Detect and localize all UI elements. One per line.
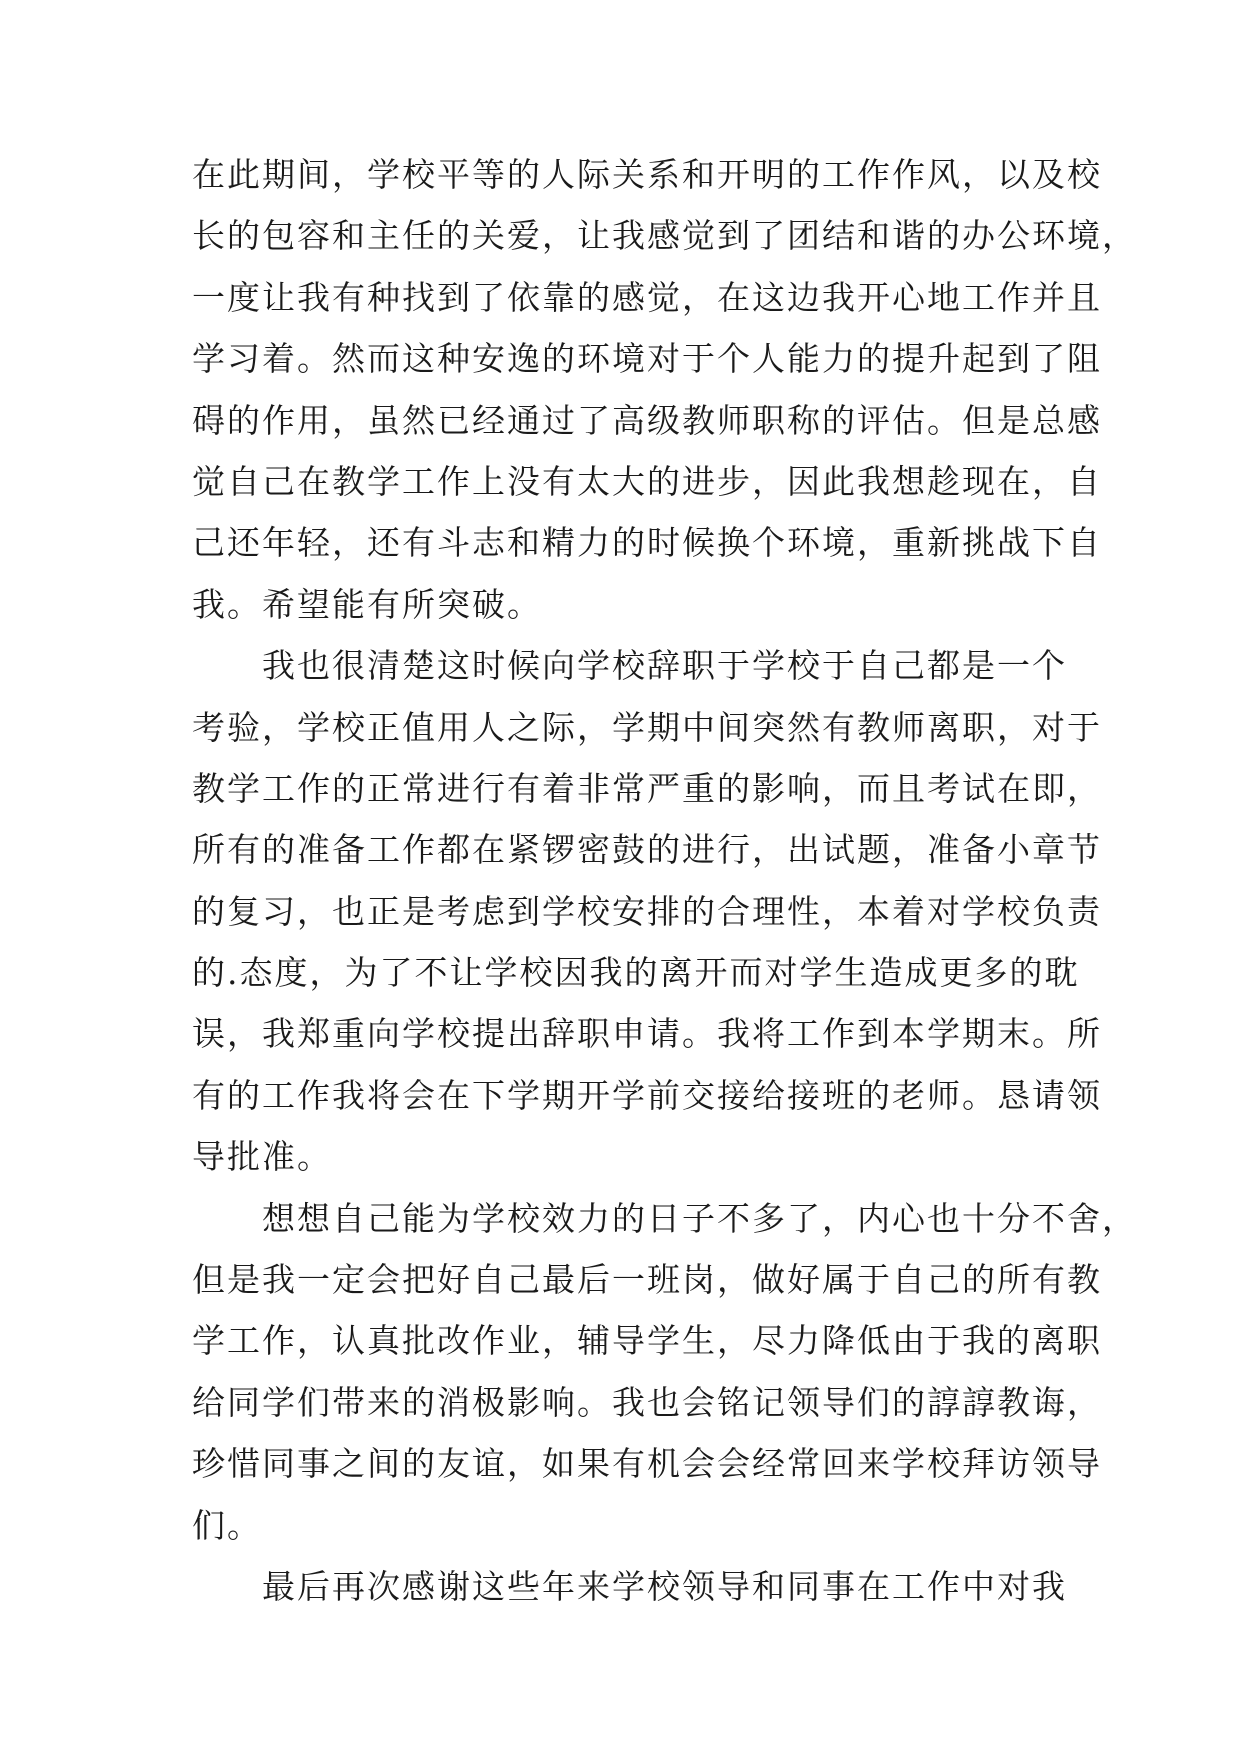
text-line: 长的包容和主任的关爱，让我感觉到了团结和谐的办公环境，: [192, 216, 1137, 256]
text-line: 觉自己在教学工作上没有太大的进步，因此我想趁现在，自: [192, 461, 1102, 501]
text-line: 我也很清楚这时候向学校辞职于学校于自己都是一个: [192, 646, 1067, 686]
text-line: 所有的准备工作都在紧锣密鼓的进行，出试题，准备小章节: [192, 830, 1102, 870]
text-line: 但是我一定会把好自己最后一班岗，做好属于自己的所有教: [192, 1260, 1102, 1300]
text-line: 学工作，认真批改作业，辅导学生，尽力降低由于我的离职: [192, 1321, 1102, 1361]
text-line: 一度让我有种找到了依靠的感觉，在这边我开心地工作并且: [192, 277, 1102, 317]
text-line: 误，我郑重向学校提出辞职申请。我将工作到本学期末。所: [192, 1014, 1102, 1054]
text-line: 最后再次感谢这些年来学校领导和同事在工作中对我: [192, 1566, 1067, 1606]
text-line: 有的工作我将会在下学期开学前交接给接班的老师。恳请领: [192, 1075, 1102, 1115]
text-line: 己还年轻，还有斗志和精力的时候换个环境，重新挑战下自: [192, 523, 1102, 563]
text-line: 导批准。: [192, 1137, 332, 1177]
body-text: [192, 155, 1137, 1628]
text-line: 们。: [192, 1505, 262, 1545]
text-line: 碍的作用，虽然已经通过了高级教师职称的评估。但是总感: [192, 400, 1102, 440]
text-line: 的.态度，为了不让学校因我的离开而对学生造成更多的耽: [192, 953, 1080, 993]
text-line: 我。希望能有所突破。: [192, 584, 542, 624]
text-line: 教学工作的正常进行有着非常严重的影响，而且考试在即，: [192, 768, 1102, 808]
text-line: 考验，学校正值用人之际，学期中间突然有教师离职，对于: [192, 707, 1102, 747]
text-line: 珍惜同事之间的友谊，如果有机会会经常回来学校拜访领导: [192, 1444, 1102, 1484]
text-line: 给同学们带来的消极影响。我也会铭记领导们的諄諄教诲，: [192, 1382, 1102, 1422]
text-line: 的复习，也正是考虑到学校安排的合理性，本着对学校负责: [192, 891, 1102, 931]
text-line: 在此期间，学校平等的人际关系和开明的工作作风，以及校: [192, 155, 1102, 194]
text-line: 想想自己能为学校效力的日子不多了，内心也十分不舍，: [192, 1198, 1137, 1238]
text-line: 学习着。然而这种安逸的环境对于个人能力的提升起到了阻: [192, 339, 1102, 379]
